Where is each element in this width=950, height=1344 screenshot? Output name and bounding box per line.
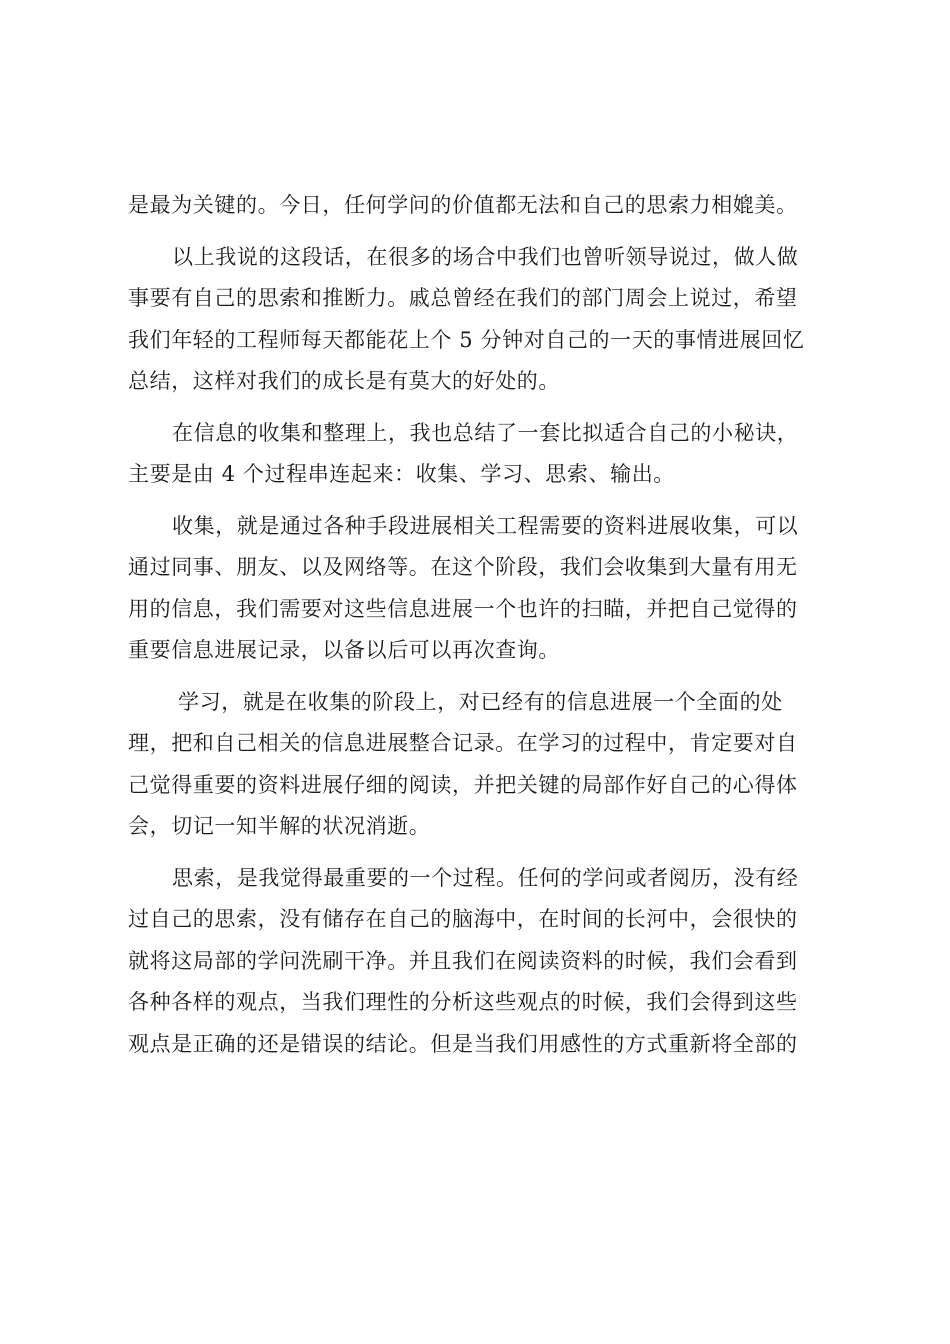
paragraph-1-line-2: 我们年轻的工程师每天都能花上个 5 分钟对自己的一天的事情进展回忆 xyxy=(128,327,805,352)
paragraph-4-line-2: 己觉得重要的资料进展仔细的阅读，并把关键的局部作好自己的心得体 xyxy=(128,772,798,797)
paragraph-3-line-0: 收集，就是通过各种手段进展相关工程需要的资料进展收集，可以 xyxy=(172,513,799,538)
paragraph-1-line-0: 以上我说的这段话，在很多的场合中我们也曾听领导说过，做人做 xyxy=(172,244,799,269)
paragraph-5-line-4: 观点是正确的还是错误的结论。但是当我们用感性的方式重新将全部的 xyxy=(128,1031,798,1056)
paragraph-4-line-0: 学习，就是在收集的阶段上，对已经有的信息进展一个全面的处 xyxy=(178,689,783,714)
paragraph-2-line-1: 主要是由 4 个过程串连起来：收集、学习、思索、输出。 xyxy=(128,462,675,486)
paragraph-3-line-3: 重要信息进展记录，以备以后可以再次查询。 xyxy=(128,638,560,662)
paragraph-4-line-3: 会，切记一知半解的状况消逝。 xyxy=(128,814,431,838)
paragraph-0-line-0: 是最为关键的。今日，任何学问的价值都无法和自己的思索力相媲美。 xyxy=(128,193,798,217)
paragraph-1-line-1: 事要有自己的思索和推断力。戚总曾经在我们的部门周会上说过，希望 xyxy=(128,286,798,310)
paragraph-5-line-3: 各种各样的观点，当我们理性的分析这些观点的时候，我们会得到这些 xyxy=(128,990,798,1014)
paragraph-5-line-1: 过自己的思索，没有储存在自己的脑海中，在时间的长河中，会很快的 xyxy=(128,907,798,931)
paragraph-1-line-3: 总结，这样对我们的成长是有莫大的好处的。 xyxy=(128,369,560,393)
paragraph-3-line-1: 通过同事、朋友、以及网络等。在这个阶段，我们会收集到大量有用无 xyxy=(128,555,798,579)
paragraph-3-line-2: 用的信息，我们需要对这些信息进展一个也许的扫瞄，并把自己觉得的 xyxy=(128,596,798,621)
document-body xyxy=(128,185,828,1065)
paragraph-5-line-0: 思索，是我觉得最重要的一个过程。任何的学问或者阅历，没有经 xyxy=(172,865,799,890)
paragraph-4-line-1: 理，把和自己相关的信息进展整合记录。在学习的过程中，肯定要对自 xyxy=(128,731,798,755)
paragraph-2-line-0: 在信息的收集和整理上，我也总结了一套比拟适合自己的小秘诀， xyxy=(172,420,799,445)
paragraph-5-line-2: 就将这局部的学问洗刷干净。并且我们在阅读资料的时候，我们会看到 xyxy=(128,948,798,973)
